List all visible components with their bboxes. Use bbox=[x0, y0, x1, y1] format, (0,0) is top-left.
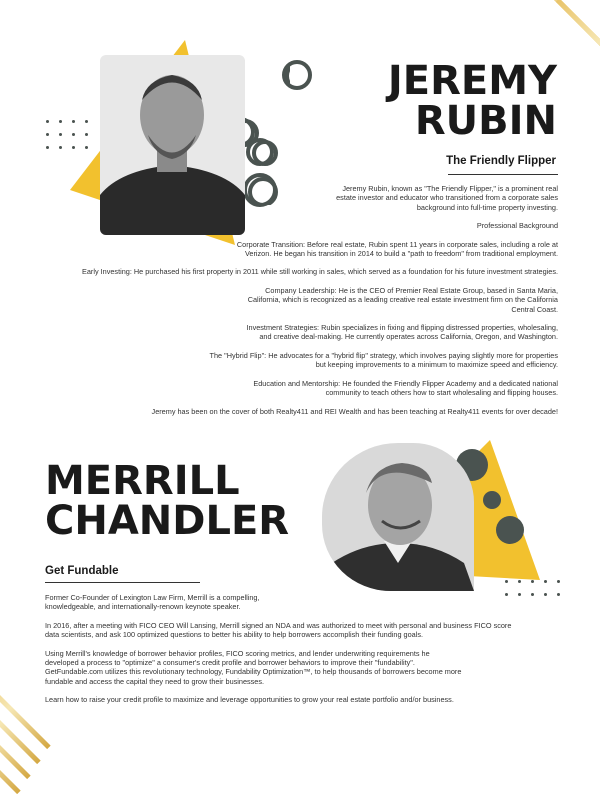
gold-stripe-top-right bbox=[556, 0, 600, 87]
bio-paragraph: In 2016, after a meeting with FICO CEO Will Lansing, Merrill signed an NDA and was authorized to meet with personal and business FICO score data scientists, and ask 100 optimized questions to better his ability to help borrowers accomplish their funding goals. bbox=[45, 620, 512, 640]
bio-paragraph: The "Hybrid Flip": He advocates for a "hybrid flip" strategy, which involves paying slightly more for properties but keeping improvements to a minimum to maximize speed and efficiency. bbox=[209, 350, 558, 370]
bio-paragraph: Investment Strategies: Rubin specializes in fixing and flipping distressed properties, wholesaling, and creative deal-making. He currently operates across California, Oregon, and Washington. bbox=[246, 323, 558, 342]
portrait-merrill-chandler bbox=[322, 443, 474, 591]
first-name-heading: MERRILL bbox=[45, 458, 240, 504]
bio-paragraph: Education and Mentorship: He founded the Friendly Flipper Academy and a dedicated national community to teach others how to start wholesaling and flipping houses. bbox=[253, 378, 558, 398]
bio-paragraph: Learn how to raise your credit profile to maximize and leverage opportunities to grow your real estate portfolio and/or business. bbox=[45, 695, 454, 705]
gold-stripe-bottom-left bbox=[0, 668, 51, 749]
first-name-heading: JEREMY bbox=[387, 58, 557, 104]
bio-merrill bbox=[45, 593, 565, 714]
solid-circle bbox=[496, 516, 524, 544]
bio-paragraph: Jeremy Rubin, known as "The Friendly Flipper," is a prominent real estate investor and educator who transitioned from a corporate sales background into full-time property investing. bbox=[336, 184, 558, 212]
tagline: The Friendly Flipper bbox=[446, 155, 556, 167]
tagline: Get Fundable bbox=[45, 565, 119, 577]
bio-paragraph: Jeremy has been on the cover of both Realty411 and REI Wealth and has been teaching at Realty411 events for over decade! bbox=[151, 406, 558, 416]
bio-paragraph: Early Investing: He purchased his first property in 2011 while still working in sales, which served as a foundation for his future investment strategies. bbox=[81, 267, 558, 277]
divider bbox=[45, 582, 200, 583]
bio-paragraph: Professional Background bbox=[476, 221, 558, 231]
solid-circle bbox=[483, 491, 501, 509]
divider bbox=[448, 174, 558, 175]
bio-paragraph: Former Co-Founder of Lexington Law Firm, Merrill is a compelling, knowledgeable, and internationally-renown keynote speaker. bbox=[45, 593, 260, 612]
last-name-heading: CHANDLER bbox=[45, 498, 290, 544]
bio-jeremy bbox=[33, 184, 558, 425]
bio-paragraph: Using Merrill's knowledge of borrower behavior profiles, FICO scoring metrics, and lender underwriting requirements he developed a process to "optimize" a consumer's credit profile and borrower behaviors to improve their "fundability". GetFundable.com utilizes this revolutionary technology, Fundability Optimization™, to help thousands of borrowers become more fundable and access the capital they need to grow their businesses. bbox=[45, 648, 462, 686]
last-name-heading: RUBIN bbox=[414, 98, 557, 144]
dot-grid bbox=[46, 120, 88, 149]
bio-paragraph: Company Leadership: He is the CEO of Premier Real Estate Group, based in Santa Maria, California, which is recognized as a leading creative real estate investment firm on the California Central Coast. bbox=[247, 285, 558, 314]
bio-paragraph: Corporate Transition: Before real estate, Rubin spent 11 years in corporate sales, including a role at Verizon. He began his transition in 2014 to build a "path to freedom" from traditional employment. bbox=[236, 239, 558, 259]
